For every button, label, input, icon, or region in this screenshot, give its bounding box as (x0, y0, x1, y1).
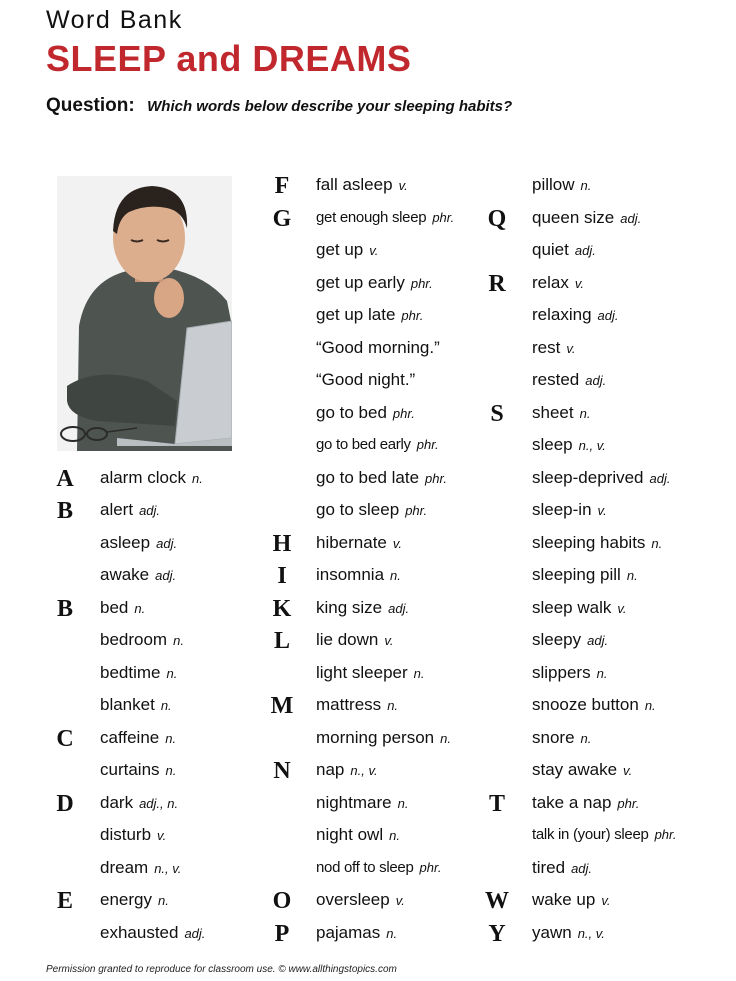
word: rest (532, 337, 561, 357)
part-of-speech: adj. (649, 470, 671, 486)
word: stay awake (532, 760, 618, 779)
word: energy (100, 890, 152, 909)
word-entry (532, 272, 584, 295)
word-entry (100, 694, 172, 717)
section-letter: P (274, 920, 290, 947)
word: pillow (532, 175, 575, 194)
section-letter: K (272, 595, 292, 622)
word-entry (316, 272, 433, 295)
word-entry (100, 759, 176, 782)
part-of-speech: n., v. (577, 925, 605, 941)
part-of-speech: phr. (416, 437, 439, 452)
part-of-speech: v. (369, 243, 379, 258)
word-entry (100, 857, 181, 880)
word-entry (316, 369, 415, 392)
word: get up late (316, 305, 396, 324)
word: sleepy (532, 630, 582, 649)
section-letter: I (277, 563, 287, 589)
word: night owl (316, 825, 384, 844)
part-of-speech: adj. (571, 860, 593, 876)
word-entry (316, 727, 451, 750)
section-letter: Q (487, 205, 507, 232)
word-entry (316, 402, 415, 425)
part-of-speech: phr. (405, 503, 428, 518)
part-of-speech: n. (596, 665, 608, 681)
word: mattress (316, 695, 382, 714)
part-of-speech: adj. (184, 925, 206, 941)
word-entry (100, 824, 166, 847)
section-letter: Y (488, 920, 506, 947)
question-text: Which words below describe your sleeping habits? (147, 98, 513, 115)
part-of-speech: n. (173, 633, 184, 648)
section-letter: F (274, 173, 290, 199)
word-entry (316, 759, 378, 782)
word: light sleeper (316, 662, 408, 682)
word-entry (100, 792, 178, 815)
word-entry (532, 304, 619, 327)
part-of-speech: v. (623, 763, 633, 778)
part-of-speech: v. (395, 893, 405, 908)
part-of-speech: phr. (432, 209, 455, 225)
word-entry (316, 792, 408, 815)
part-of-speech: n. (440, 730, 451, 746)
word: fall asleep (316, 175, 393, 194)
word: sleep-in (532, 500, 592, 519)
word: “Good night.” (316, 370, 416, 389)
word: nod off to sleep (316, 858, 414, 876)
word: quiet (532, 240, 569, 259)
part-of-speech: phr. (401, 308, 424, 323)
word-entry (532, 597, 627, 620)
page-title: SLEEP and DREAMS (46, 38, 412, 79)
word-entry (316, 174, 408, 197)
word-entry (316, 629, 394, 652)
part-of-speech: phr. (617, 795, 640, 811)
part-of-speech: n. (390, 568, 401, 583)
part-of-speech: v. (157, 828, 167, 843)
word-entry (316, 499, 427, 522)
word-entry (532, 889, 610, 912)
word-entry (316, 467, 447, 490)
section-letter: M (270, 693, 294, 719)
word: get up (316, 240, 364, 259)
word-entry (316, 564, 401, 587)
section-letter: H (272, 530, 292, 557)
word: lie down (316, 630, 379, 649)
word: take a nap (532, 792, 612, 812)
word-entry (532, 564, 638, 587)
word-entry (532, 694, 656, 717)
part-of-speech: n. (580, 730, 592, 746)
word: king size (316, 597, 383, 617)
word-entry (532, 337, 576, 360)
part-of-speech: v. (601, 893, 611, 908)
part-of-speech: adj. (620, 210, 642, 226)
question-row (46, 95, 512, 117)
word-entry (532, 434, 606, 457)
word-entry (100, 922, 205, 945)
word: insomnia (316, 565, 385, 584)
word-entry (532, 239, 596, 262)
word: relax (532, 272, 569, 292)
section-letter: B (56, 498, 73, 524)
part-of-speech: n. (413, 665, 425, 681)
question-label: Question: (46, 95, 135, 116)
part-of-speech: n. (580, 178, 592, 193)
word-entry (532, 662, 607, 685)
word-entry (532, 467, 670, 490)
word: alarm clock (100, 467, 186, 487)
word: bedtime (100, 662, 161, 682)
word: blanket (100, 695, 155, 714)
part-of-speech: adj. (139, 503, 161, 518)
part-of-speech: n., v. (578, 438, 606, 453)
word-entry (316, 207, 454, 229)
section-letter: D (56, 790, 74, 817)
word: bedroom (100, 630, 168, 649)
word: exhausted (100, 922, 179, 942)
word: morning person (316, 727, 435, 747)
part-of-speech: phr. (410, 275, 433, 291)
part-of-speech: adj. (587, 633, 609, 648)
part-of-speech: n. (191, 470, 203, 486)
word: pajamas (316, 922, 381, 942)
word: relaxing (532, 305, 592, 324)
word: sleep-deprived (532, 467, 644, 487)
part-of-speech: phr. (392, 405, 415, 421)
word-entry (316, 337, 440, 360)
part-of-speech: n. (579, 405, 591, 421)
word: go to sleep (316, 500, 400, 519)
word: nap (316, 760, 345, 779)
part-of-speech: n. (157, 893, 169, 908)
word: hibernate (316, 532, 387, 552)
section-letter: S (490, 400, 504, 427)
word-entry (532, 369, 606, 392)
word-entry (532, 402, 590, 425)
part-of-speech: n. (134, 600, 146, 616)
word-entry (532, 857, 592, 880)
part-of-speech: adj. (156, 535, 178, 551)
word-entry (316, 304, 423, 327)
word: sleep (532, 435, 573, 454)
word: caffeine (100, 727, 160, 747)
word: nightmare (316, 792, 392, 812)
section-letter: E (56, 888, 73, 914)
word: queen size (532, 207, 615, 227)
section-letter: A (56, 465, 74, 492)
part-of-speech: v. (384, 633, 394, 648)
part-of-speech: v. (566, 340, 576, 356)
word-entry (532, 207, 641, 230)
word: dark (100, 792, 134, 812)
section-letter: T (488, 790, 505, 817)
word-entry (532, 499, 607, 522)
part-of-speech: n. (644, 698, 656, 713)
word: asleep (100, 532, 151, 552)
word: snore (532, 727, 575, 747)
part-of-speech: adj. (155, 568, 177, 583)
section-letter: C (56, 725, 74, 752)
part-of-speech: n. (387, 698, 399, 713)
section-letter: R (488, 270, 506, 297)
word: alert (100, 500, 134, 519)
part-of-speech: adj. (597, 308, 619, 323)
word: “Good morning.” (316, 337, 440, 357)
word-entry (316, 597, 409, 620)
word-entry (100, 889, 169, 912)
part-of-speech: v. (574, 275, 585, 291)
word: bed (100, 597, 129, 617)
part-of-speech: v. (398, 178, 408, 193)
word: yawn (532, 922, 572, 942)
part-of-speech: n. (166, 665, 178, 681)
word: curtains (100, 760, 160, 779)
part-of-speech: phr. (419, 859, 442, 875)
word: rested (532, 370, 580, 389)
part-of-speech: adj., n. (139, 795, 179, 811)
word-entry (100, 662, 177, 685)
part-of-speech: n. (165, 763, 177, 778)
part-of-speech: n. (386, 925, 398, 941)
word: sheet (532, 402, 574, 422)
word-entry (316, 889, 405, 912)
word: get up early (316, 272, 405, 292)
footer-note: Permission granted to reproduce for classroom use. © www.allthingstopics.com (46, 964, 397, 975)
word-entry (532, 532, 662, 555)
word-entry (316, 662, 425, 685)
word-entry (316, 532, 402, 555)
sleeping-man-photo (57, 176, 232, 451)
part-of-speech: n. (397, 795, 409, 811)
part-of-speech: n., v. (154, 860, 182, 876)
part-of-speech: v. (597, 503, 607, 518)
kicker: Word Bank (46, 6, 183, 34)
word-entry (100, 532, 177, 555)
section-letter: O (272, 888, 292, 914)
word-entry (316, 922, 397, 945)
word-entry (100, 564, 176, 587)
word-entry (316, 857, 441, 879)
word-entry (532, 727, 591, 750)
word: go to bed late (316, 467, 420, 487)
part-of-speech: phr. (425, 470, 447, 486)
word-entry (316, 694, 398, 717)
section-letter: N (273, 758, 291, 784)
section-letter: B (56, 595, 73, 622)
section-letter: G (272, 205, 292, 232)
word: sleep walk (532, 597, 612, 617)
word-entry (532, 922, 605, 945)
word-entry (100, 629, 184, 652)
word-entry (100, 467, 203, 490)
word: dream (100, 857, 149, 877)
word: awake (100, 565, 150, 584)
part-of-speech: adj. (388, 600, 410, 616)
word: wake up (532, 890, 596, 909)
part-of-speech: adj. (574, 243, 596, 258)
word: snooze button (532, 695, 639, 714)
section-letter: W (485, 888, 509, 914)
part-of-speech: n. (160, 698, 172, 713)
word-entry (316, 434, 439, 456)
word-entry (532, 174, 591, 197)
word-entry (100, 597, 145, 620)
word: slippers (532, 662, 591, 682)
part-of-speech: v. (392, 535, 403, 551)
part-of-speech: n. (651, 535, 663, 551)
word: oversleep (316, 890, 390, 909)
part-of-speech: n. (626, 568, 638, 583)
word-entry (532, 792, 639, 815)
word-entry (532, 759, 632, 782)
word: go to bed (316, 402, 387, 422)
word: sleeping pill (532, 565, 621, 584)
part-of-speech: n. (165, 730, 177, 746)
word: go to bed early (316, 436, 411, 453)
part-of-speech: v. (617, 600, 627, 616)
part-of-speech: adj. (585, 373, 607, 388)
section-letter: L (273, 628, 290, 654)
word-entry (316, 239, 378, 262)
word: disturb (100, 825, 152, 844)
word-entry (532, 824, 676, 846)
part-of-speech: n., v. (350, 763, 378, 778)
word-entry (532, 629, 608, 652)
word-entry (100, 727, 176, 750)
word: get enough sleep (316, 208, 427, 226)
part-of-speech: phr. (654, 827, 677, 842)
word-entry (316, 824, 400, 847)
word: talk in (your) sleep (532, 826, 649, 843)
part-of-speech: n. (389, 828, 400, 843)
word: tired (532, 857, 566, 877)
word-entry (100, 499, 160, 522)
word: sleeping habits (532, 532, 646, 552)
